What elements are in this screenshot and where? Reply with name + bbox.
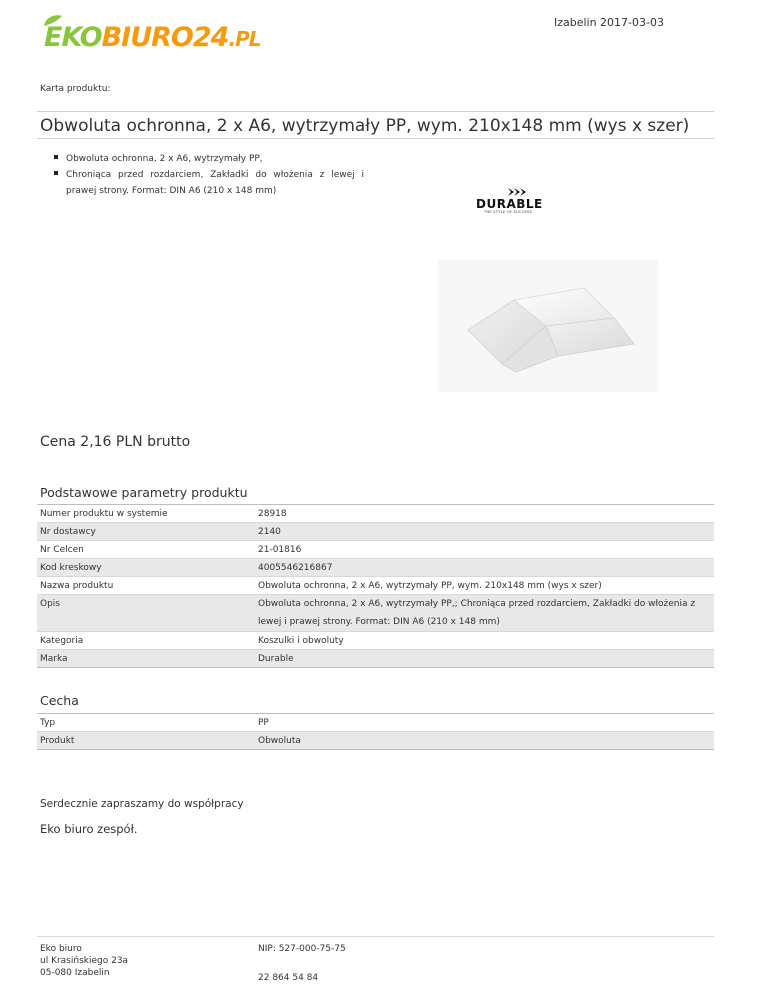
table-row xyxy=(37,523,714,541)
param-value: 4005546216867 xyxy=(255,559,714,577)
cecha-section-title: Cecha xyxy=(40,693,79,708)
table-row xyxy=(37,595,714,632)
footer-address xyxy=(40,943,128,979)
param-key: Kod kreskowy xyxy=(37,559,255,577)
product-title: Obwoluta ochronna, 2 x A6, wytrzymały PP, wym. 210x148 mm (wys x szer) xyxy=(40,116,690,136)
table-row xyxy=(37,650,714,668)
param-value: Obwoluta xyxy=(255,732,714,750)
param-value: 28918 xyxy=(255,505,714,523)
feature-bullet: Chroniąca przed rozdarciem, Zakładki do włożenia z lewej i prawej strony. Format: DIN A6 (210 x 148 mm) xyxy=(54,167,364,199)
chevron-arrows-icon xyxy=(508,188,532,196)
document-date: Izabelin 2017-03-03 xyxy=(553,16,664,29)
logo-wordmark: EKOBIURO24.PL xyxy=(44,22,261,53)
table-row xyxy=(37,505,714,523)
closing-signature: Eko biuro zespół. xyxy=(40,822,138,836)
karta-produktu-label: Karta produktu: xyxy=(40,84,111,94)
table-row xyxy=(37,732,714,750)
param-value: Obwoluta ochronna, 2 x A6, wytrzymały PP, wym. 210x148 mm (wys x szer) xyxy=(255,577,714,595)
footer-phone: 22 864 54 84 xyxy=(258,973,319,983)
param-key: Kategoria xyxy=(37,632,255,650)
params-section-title: Podstawowe parametry produktu xyxy=(40,485,248,500)
product-features-list xyxy=(54,151,364,199)
feature-bullet: Obwoluta ochronna, 2 x A6, wytrzymały PP, xyxy=(54,151,364,167)
param-key: Numer produktu w systemie xyxy=(37,505,255,523)
param-value: PP xyxy=(255,714,714,732)
table-row xyxy=(37,577,714,595)
table-row xyxy=(37,632,714,650)
cecha-table xyxy=(37,713,714,750)
param-key: Nazwa produktu xyxy=(37,577,255,595)
footer-nip: NIP: 527-000-75-75 xyxy=(258,944,346,954)
param-value: Obwoluta ochronna, 2 x A6, wytrzymały PP,; Chroniąca przed rozdarciem, Zakładki do włożenia z lewej i prawej strony. Format: DIN A6 (210 x 148 mm) xyxy=(255,595,714,632)
ekobiuro24-logo[interactable] xyxy=(40,14,280,56)
product-image xyxy=(438,260,658,392)
footer-street: ul Krasińskiego 23a xyxy=(40,956,129,966)
durable-brand-logo xyxy=(476,188,562,214)
param-value: Koszulki i obwoluty xyxy=(255,632,714,650)
footer-city: 05-080 Izabelin xyxy=(40,968,110,978)
param-key: Marka xyxy=(37,650,255,668)
param-value: Durable xyxy=(255,650,714,668)
closing-invitation: Serdecznie zapraszamy do współpracy xyxy=(40,798,244,810)
param-key: Typ xyxy=(37,714,255,732)
param-value: 2140 xyxy=(255,523,714,541)
table-row xyxy=(37,541,714,559)
product-price: Cena 2,16 PLN brutto xyxy=(40,434,191,450)
param-key: Opis xyxy=(37,595,255,632)
params-table xyxy=(37,504,714,668)
table-row xyxy=(37,559,714,577)
product-title-bar xyxy=(37,111,714,139)
brand-tagline: THE STYLE OF SUCCESS xyxy=(484,210,533,214)
sleeve-illustration xyxy=(438,260,658,392)
footer xyxy=(37,936,714,983)
param-value: 21-01816 xyxy=(255,541,714,559)
footer-company: Eko biuro xyxy=(40,944,82,954)
footer-contact xyxy=(258,943,346,984)
param-key: Produkt xyxy=(37,732,255,750)
brand-name: DURABLE xyxy=(476,197,543,211)
param-key: Nr Celcen xyxy=(37,541,255,559)
table-row xyxy=(37,714,714,732)
param-key: Nr dostawcy xyxy=(37,523,255,541)
